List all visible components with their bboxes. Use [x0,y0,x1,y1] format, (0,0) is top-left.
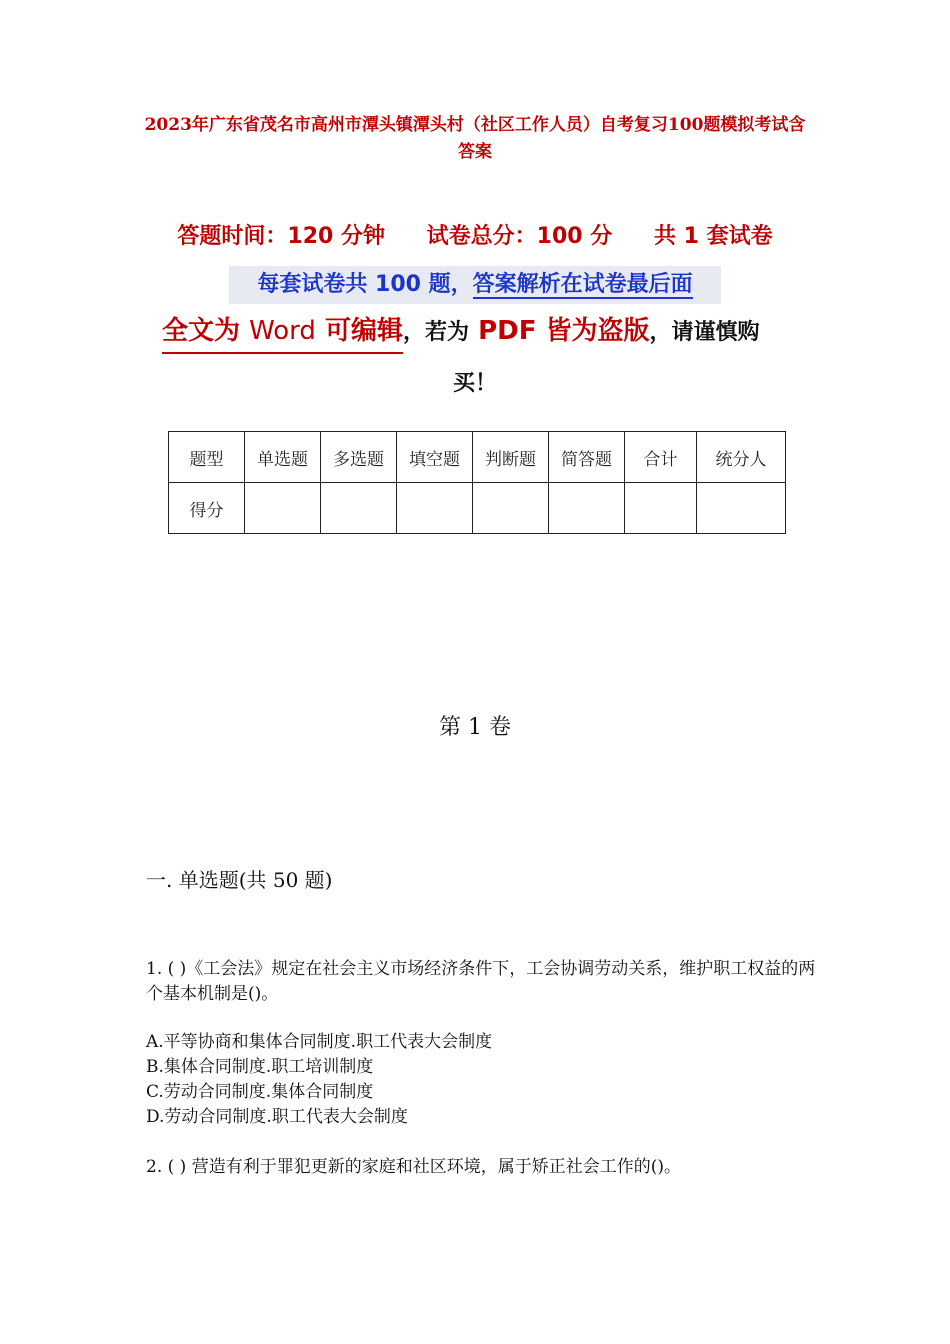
score-cell [397,483,473,534]
notice-part2: 答案解析在试卷最后面 [472,272,693,297]
score-cell [245,483,321,534]
notice-part1: 每套试卷共 100 题， [257,272,473,297]
score-cell [549,483,625,534]
exam-set-count: 共 1 套试卷 [653,224,773,249]
score-header-cell: 题型 [169,432,245,483]
score-row-label: 得分 [169,483,245,534]
word-editable-note: 全文为 Word 可编辑 [162,311,403,354]
score-header-cell: 多选题 [321,432,397,483]
piracy-label: 皆为盗版 [545,316,650,346]
score-header-cell: 合计 [625,432,697,483]
volume-heading: 第 1 卷 [439,715,511,740]
exam-total-score: 试卷总分：100 分 [426,224,613,249]
option-b: B.集体合同制度.职工培训制度 [146,1057,374,1077]
exam-info [0,219,950,250]
score-cell [697,483,786,534]
score-header-cell: 单选题 [245,432,321,483]
option-d: D.劳动合同制度.职工代表大会制度 [146,1107,408,1127]
score-table-score-row [169,483,786,534]
option-c: C.劳动合同制度.集体合同制度 [146,1082,374,1102]
score-table [168,431,786,534]
question-1-options [146,1030,816,1130]
option-a: A.平等协商和集体合同制度.职工代表大会制度 [146,1032,493,1052]
score-header-cell: 统分人 [697,432,786,483]
score-header-cell: 填空题 [397,432,473,483]
score-header-cell: 简答题 [549,432,625,483]
warning-comma: ，若为 [402,320,469,345]
warning-caution: ，请谨慎购 [649,320,760,345]
piracy-warning [162,311,760,354]
answer-notice [229,266,721,304]
question-1-stem: 1. ( )《工会法》规定在社会主义市场经济条件下，工会协调劳动关系，维护职工权益的两个基本机制是()。 [146,959,816,1004]
pdf-label: PDF [478,316,537,346]
exam-time: 答题时间：120 分钟 [177,224,385,249]
score-table-header-row [169,432,786,483]
score-cell [473,483,549,534]
section-heading: 一. 单选题(共 50 题) [146,868,333,892]
document-title: 2023年广东省茂名市高州市潭头镇潭头村（社区工作人员）自考复习100题模拟考试含答案 [144,115,806,162]
score-cell [625,483,697,534]
score-cell [321,483,397,534]
piracy-warning-end: 买！ [452,371,497,396]
score-header-cell: 判断题 [473,432,549,483]
question-2-stem: 2. ( ) 营造有利于罪犯更新的家庭和社区环境，属于矫正社会工作的()。 [146,1157,681,1177]
